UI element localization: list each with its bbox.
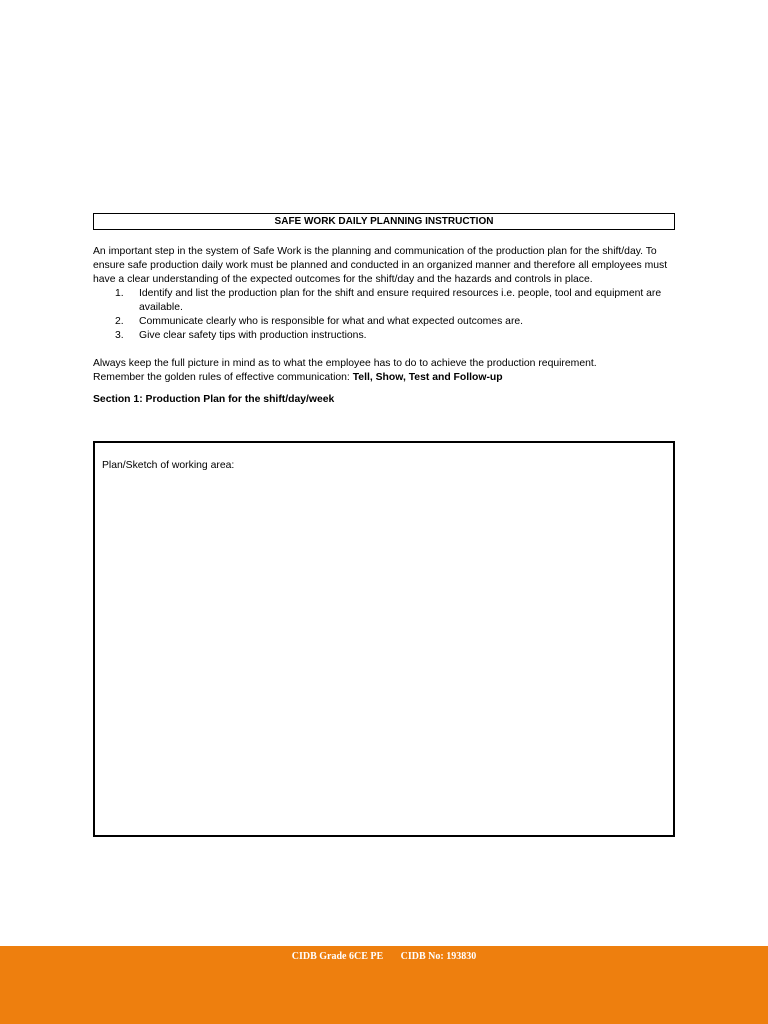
closing-line-2: [93, 371, 675, 385]
closing-line-1: Always keep the full picture in mind as to what the employee has to do to achieve the production requirement.: [93, 358, 597, 369]
section-1-heading: Section 1: Production Plan for the shift/day/week: [93, 394, 335, 405]
sketch-area-label: Plan/Sketch of working area:: [102, 460, 235, 471]
footer-cidb-number: CIDB No: 193830: [400, 951, 477, 962]
step-number: 2.: [115, 316, 124, 327]
document-body: [93, 213, 675, 407]
step-number: 1.: [115, 288, 124, 299]
step-text: Communicate clearly who is responsible for what and what expected outcomes are.: [139, 316, 524, 327]
step-text: Identify and list the production plan for the shift and ensure required resources i.e. people, tool and equipment are available.: [139, 288, 662, 313]
footer-bar: [0, 946, 768, 1024]
footer-cidb-grade: CIDB Grade 6CE PE: [291, 951, 384, 962]
list-item: [93, 329, 675, 343]
list-item: [93, 287, 675, 315]
document-title: SAFE WORK DAILY PLANNING INSTRUCTION: [93, 213, 675, 230]
intro-paragraph: An important step in the system of Safe Work is the planning and communication of the production plan for the shift/day. To ensure safe production daily work must be planned and conducted in an organized manner and therefore all employees must have a clear understanding of the expected outcomes for the shift/day and the hazards and controls in place.: [93, 246, 668, 285]
step-text: Give clear safety tips with production instructions.: [139, 330, 367, 341]
step-number: 3.: [115, 330, 124, 341]
closing-line-2-text: Remember the golden rules of effective communication:: [93, 372, 353, 383]
closing-paragraph: [93, 357, 675, 385]
golden-rules-emphasis: Tell, Show, Test and Follow-up: [352, 372, 503, 383]
footer-text: [0, 951, 768, 962]
list-item: [93, 315, 675, 329]
steps-list: [93, 287, 675, 343]
sketch-area-box[interactable]: [93, 441, 675, 837]
